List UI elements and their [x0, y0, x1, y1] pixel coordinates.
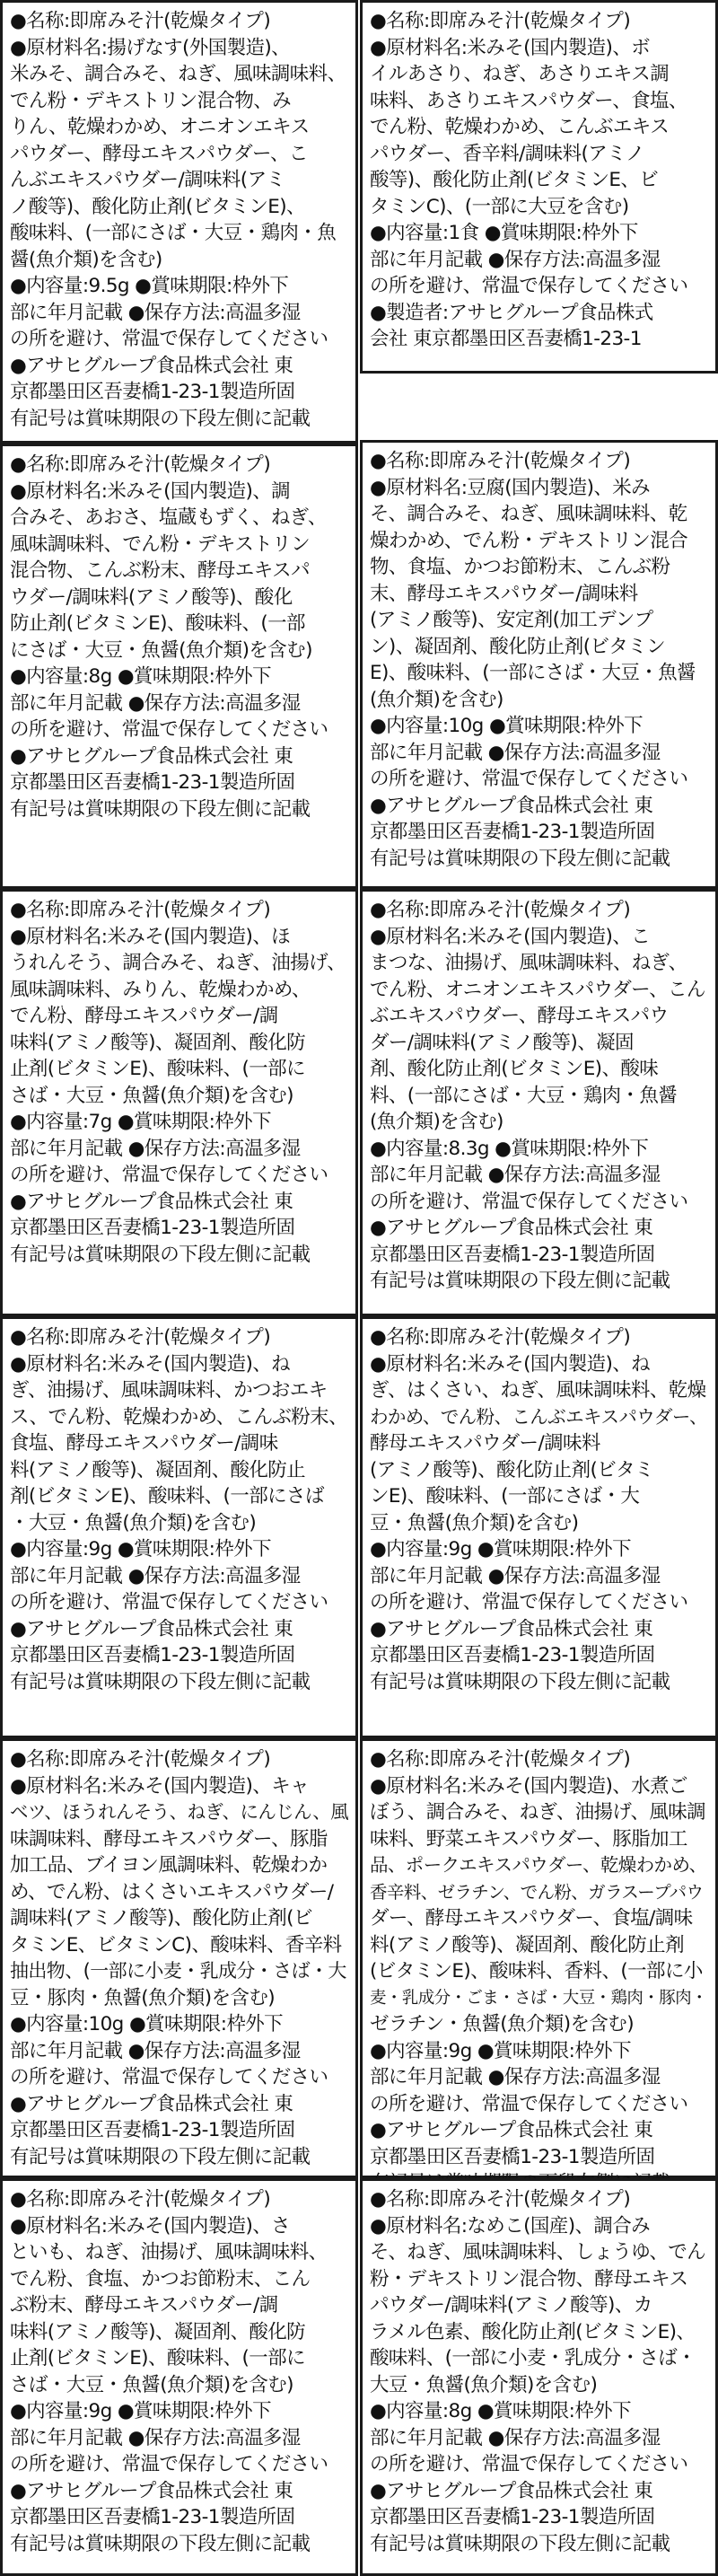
label-text-line: 部に年月記載 ●保存方法:高温多湿 [370, 741, 661, 764]
label-text-line: の所を避け、常温で保存してください [370, 2092, 688, 2115]
label-text-line: ●内容量:8.3g ●賞味期限:枠外下 [370, 1137, 649, 1160]
label-text-line: わかめ、でん粉、こんぶエキスパウダー、 [370, 1405, 707, 1428]
label-text-line: ス、でん粉、乾燥わかめ、こんぶ粉末、 [10, 1405, 347, 1429]
label-text-line: 酸味料、(一部にさば・大豆・鶏肉・魚 [10, 222, 337, 244]
label-text-line: 京都墨田区吾妻橋1-23-1製造所固 [10, 1644, 295, 1666]
label-text-line: といも、ねぎ、油揚げ、風味調味料、 [10, 2241, 328, 2264]
label-panel-4 [360, 440, 718, 889]
label-text-line: 有記号は賞味期限の下段左側に記載 [370, 1270, 670, 1292]
label-text-line: (魚介類)を含む) [370, 688, 503, 711]
label-text-line: そ、ねぎ、風味調味料、しょうゆ、でん [370, 2241, 706, 2264]
label-text-line: ●内容量:10g ●賞味期限:枠外下 [370, 715, 644, 737]
label-text-line: 料、(一部にさば・大豆・鶏肉・魚醤 [370, 1084, 678, 1107]
label-text-line: そ、調合みそ、ねぎ、風味調味料、乾 [370, 503, 687, 525]
label-text-line: 部に年月記載 ●保存方法:高温多湿 [370, 2426, 661, 2449]
label-text-line: ●内容量:9g ●賞味期限:枠外下 [370, 1538, 631, 1561]
label-text-line: 有記号は賞味期限の下段左側に記載 [10, 1243, 311, 1266]
label-text-line: 醤(魚介類)を含む) [10, 248, 162, 271]
label-text-line: でん粉、乾燥わかめ、こんぶエキス [370, 116, 670, 138]
label-text-line: 部に年月記載 ●保存方法:高温多湿 [370, 1564, 661, 1587]
label-text-line: 止剤(ビタミンE)、酸味料、(一部に [10, 1058, 305, 1080]
label-panel-11 [0, 2178, 358, 2576]
label-text-line: 味料、野菜エキスパウダー、豚脂加工 [370, 1827, 687, 1851]
label-text-line: ン)、凝固剤、酸化防止剤(ビタミン [370, 635, 666, 658]
label-text-line: ラメル色素、酸化防止剤(ビタミンE)、 [370, 2320, 696, 2343]
label-text-line: ●内容量:9g ●賞味期限:枠外下 [370, 2039, 631, 2062]
label-text-line: 京都墨田区吾妻橋1-23-1製造所固 [370, 2145, 655, 2168]
label-text-line: の所を避け、常温で保存してください [10, 718, 328, 741]
label-text-line: ●内容量:1食 ●賞味期限:枠外下 [370, 222, 638, 244]
label-text-line: ●名称:即席みそ汁(乾燥タイプ) [10, 453, 271, 476]
label-text-line: ●アサヒグループ食品株式会社 東 [370, 1617, 653, 1640]
label-text-line: ●原材料名:米みそ(国内製造)、ね [370, 1352, 651, 1376]
label-text-line: 豆・豚肉・魚醤(魚介類)を含む) [10, 1986, 276, 2009]
label-text-line: 京都墨田区吾妻橋1-23-1製造所固 [370, 2506, 655, 2528]
label-text-line: ダー/調味料(アミノ酸等)、凝固 [370, 1031, 634, 1054]
label-text-line: 品、ポークエキスパウダー、乾燥わかめ、 [370, 1854, 707, 1876]
label-text-line: ●アサヒグループ食品株式会社 東 [10, 2092, 293, 2115]
label-text-line: ●原材料名:米みそ(国内製造)、水煮ご [370, 1774, 687, 1798]
label-text-line: 風味調味料、でん粉・デキストリン [10, 532, 310, 556]
label-text-line: ●アサヒグループ食品株式会社 東 [370, 1217, 653, 1239]
label-text-line: ●名称:即席みそ汁(乾燥タイプ) [370, 2188, 631, 2211]
label-text-line: 末、酵母エキスパウダー/調味料 [370, 582, 638, 605]
label-text-line: ンE)、酸味料、(一部にさば・大 [370, 1485, 640, 1508]
label-text-line: さば・大豆・魚醤(魚介類)を含む) [10, 2373, 293, 2396]
label-text-line: ダー、酵母エキスパウダー、食塩/調味 [370, 1907, 693, 1930]
label-text-line: まつな、油揚げ、風味調味料、ねぎ、 [370, 952, 687, 974]
label-text-line: の所を避け、常温で保存してください [10, 1591, 328, 1613]
label-text-line: ●名称:即席みそ汁(乾燥タイプ) [10, 10, 271, 32]
label-text-line: ●アサヒグループ食品株式会社 東 [10, 1190, 293, 1213]
label-text-line: (ビタミンE)、酸味料、香料、(一部に小 [370, 1960, 703, 1983]
label-text-line: 酵母エキスパウダー/調味料 [370, 1432, 600, 1455]
label-text-line: ●アサヒグループ食品株式会社 東 [370, 2479, 653, 2502]
label-text-line: 部に年月記載 ●保存方法:高温多湿 [10, 1137, 301, 1160]
label-text-line: 加工品、ブイヨン風調味料、乾燥わか [10, 1854, 328, 1877]
label-text-line: ●名称:即席みそ汁(乾燥タイプ) [10, 899, 271, 921]
label-text-line: ●アサヒグループ食品株式会社 東 [10, 744, 293, 768]
label-text-line: の所を避け、常温で保存してください [370, 275, 688, 297]
label-text-line: ぼう、調合みそ、ねぎ、油揚げ、風味調 [370, 1801, 706, 1824]
label-text-line: パウダー、酵母エキスパウダー、こ [10, 142, 308, 165]
label-text-line: 京都墨田区吾妻橋1-23-1製造所固 [370, 1243, 655, 1266]
label-text-line: 風味調味料、みりん、乾燥わかめ、 [10, 978, 311, 1001]
label-text-line: 防止剤(ビタミンE)、酸味料、(一部 [10, 612, 305, 635]
label-text-line: ●原材料名:米みそ(国内製造)、ボ [370, 36, 651, 59]
label-text-line: 麦・乳成分・ごま・さば・大豆・鶏肉・豚肉・ [370, 1988, 707, 2008]
label-text-line: 部に年月記載 ●保存方法:高温多湿 [370, 1164, 661, 1186]
label-text-line: 剤(ビタミンE)、酸味料、(一部にさば [10, 1485, 324, 1508]
label-text-line: 京都墨田区吾妻橋1-23-1製造所固 [10, 2506, 295, 2528]
label-text-line: 味料(アミノ酸等)、凝固剤、酸化防 [10, 2320, 306, 2343]
label-text-line: ●アサヒグループ食品株式会社 東 [370, 794, 653, 817]
label-text-line: イルあさり、ねぎ、あさりエキス調 [370, 63, 670, 85]
label-panel-7 [0, 1316, 358, 1738]
label-text-line: ●内容量:8g ●賞味期限:枠外下 [10, 665, 271, 688]
label-text-line: ●製造者:アサヒグループ食品株式 [370, 301, 653, 324]
label-text-line: 物、食塩、かつお節粉末、こんぶ粉 [370, 556, 670, 578]
label-text-line: ●原材料名:米みそ(国内製造)、キャ [10, 1774, 309, 1798]
label-text-line: パウダー/調味料(アミノ酸等)、カ [370, 2294, 652, 2317]
label-text-line: 混合物、こんぶ粉末、酵母エキスパ [10, 559, 310, 582]
label-text-line: んぶエキスパウダー/調味料(アミ [10, 169, 285, 191]
label-text-line: 止剤(ビタミンE)、酸味料、(一部に [10, 2347, 305, 2369]
label-text-line: 料(アミノ酸等)、凝固剤、酸化防止 [10, 1458, 306, 1481]
label-text-line: でん粉、酵母エキスパウダー/調 [10, 1005, 278, 1027]
label-text-line: ●名称:即席みそ汁(乾燥タイプ) [370, 899, 631, 921]
label-text-line: 有記号は賞味期限の下段左側に記載 [10, 797, 311, 821]
label-text-line: 有記号は賞味期限の下段左側に記載 [10, 2532, 311, 2555]
label-text-line: でん粉、食塩、かつお節粉末、こん [10, 2267, 311, 2290]
label-text-line: 部に年月記載 ●保存方法:高温多湿 [370, 2066, 661, 2088]
label-text-line: 京都墨田区吾妻橋1-23-1製造所固 [10, 381, 295, 403]
label-text-line: ●原材料名:米みそ(国内製造)、さ [10, 2214, 291, 2238]
label-text-line: パウダー、香辛料/調味料(アミノ [370, 142, 644, 165]
label-text-line: (魚介類)を含む) [370, 1111, 503, 1133]
label-text-line: さば・大豆・魚醤(魚介類)を含む) [10, 1084, 293, 1107]
label-text-line: ●内容量:9g ●賞味期限:枠外下 [10, 1538, 271, 1561]
label-text-line: の所を避け、常温で保存してください [10, 2066, 328, 2088]
label-text-line: ●アサヒグループ食品株式会社 東 [10, 2479, 293, 2502]
label-text-line: 料(アミノ酸等)、凝固剤、酸化防止剤 [370, 1933, 684, 1956]
label-text-line: 剤、酸化防止剤(ビタミンE)、酸味 [370, 1058, 659, 1080]
label-text-line: 部に年月記載 ●保存方法:高温多湿 [10, 2039, 301, 2062]
label-text-line: ●アサヒグループ食品株式会社 東 [370, 2119, 653, 2141]
label-text-line: ●名称:即席みそ汁(乾燥タイプ) [370, 10, 631, 32]
label-panel-5 [0, 889, 358, 1316]
label-text-line: の所を避け、常温で保存してください [10, 1164, 328, 1186]
label-text-line: の所を避け、常温で保存してください [370, 2453, 688, 2475]
label-text-line: 京都墨田区吾妻橋1-23-1製造所固 [10, 2119, 295, 2141]
label-text-line: ●原材料名:なめこ(国産)、調合み [370, 2214, 651, 2238]
label-text-line: 京都墨田区吾妻橋1-23-1製造所固 [10, 1217, 295, 1239]
label-text-line: ●内容量:9.5g ●賞味期限:枠外下 [10, 275, 289, 297]
label-text-line: でん粉・デキストリン混合物、み [10, 89, 292, 112]
label-text-line: 会社 東京都墨田区吾妻橋1-23-1 [370, 328, 642, 350]
label-text-line: 酸味料、(一部に小麦・乳成分・さば・ [370, 2347, 696, 2369]
label-text-line: ・大豆・魚醤(魚介類)を含む) [10, 1511, 257, 1534]
label-text-line: 粉・デキストリン混合物、酵母エキス [370, 2267, 688, 2290]
label-text-line: タミンC)、(一部に大豆を含む) [370, 195, 629, 218]
label-text-line: ●内容量:10g ●賞味期限:枠外下 [10, 2013, 284, 2035]
label-text-line: タミンE、ビタミンC)、酸味料、香辛料 [10, 1933, 342, 1956]
label-text-line: 調味料(アミノ酸等)、酸化防止剤(ビ [10, 1907, 312, 1930]
label-text-line: ノ酸等)、酸化防止剤(ビタミンE)、 [10, 195, 305, 218]
label-text-line: 部に年月記載 ●保存方法:高温多湿 [10, 301, 301, 324]
label-text-line: 合みそ、あおさ、塩蔵もずく、ねぎ、 [10, 506, 327, 529]
label-text-line: ●原材料名:米みそ(国内製造)、調 [10, 479, 291, 503]
label-text-line: でん粉、オニオンエキスパウダー、こん [370, 978, 705, 1001]
label-text-line: ●名称:即席みそ汁(乾燥タイプ) [10, 1748, 271, 1771]
label-text-line: ●アサヒグループ食品株式会社 東 [10, 1617, 293, 1640]
label-text-line: ●内容量:9g ●賞味期限:枠外下 [10, 2400, 271, 2422]
label-text-line: ●原材料名:揚げなす(外国製造)、 [10, 36, 291, 59]
label-text-line: 燥わかめ、でん粉・デキストリン混合 [370, 529, 688, 552]
label-text-line: 有記号は賞味期限の下段左側に記載 [370, 847, 670, 870]
label-text-line: りん、乾燥わかめ、オニオンエキス [10, 116, 310, 138]
label-text-line: ベツ、ほうれんそう、ねぎ、にんじん、風 [10, 1801, 349, 1823]
label-text-line: ●名称:即席みそ汁(乾燥タイプ) [10, 1326, 271, 1349]
label-panel-8 [360, 1316, 718, 1738]
label-text-line: ●原材料名:豆腐(国内製造)、米み [370, 476, 651, 499]
label-text-line: ●名称:即席みそ汁(乾燥タイプ) [370, 450, 631, 472]
label-text-line: 部に年月記載 ●保存方法:高温多湿 [10, 691, 301, 715]
label-text-line: ●原材料名:米みそ(国内製造)、ね [10, 1352, 291, 1376]
label-text-line: 大豆・魚醤(魚介類)を含む) [370, 2373, 598, 2396]
label-text-line: 部に年月記載 ●保存方法:高温多湿 [10, 2426, 301, 2449]
label-panel-9 [0, 1738, 358, 2178]
label-text-line: ゼラチン・魚醤(魚介類)を含む) [370, 2013, 634, 2035]
label-text-line: ぶエキスパウダー、酵母エキスパウ [370, 1005, 669, 1027]
label-text-line: 有記号は賞味期限の下段左側に記載 [370, 1670, 670, 1693]
label-text-line: E)、酸味料、(一部にさば・大豆・魚醤 [370, 662, 696, 684]
label-panel-12 [360, 2178, 718, 2576]
label-text-line: 京都墨田区吾妻橋1-23-1製造所固 [10, 771, 295, 794]
label-text-line: 米みそ、調合みそ、ねぎ、風味調味料、 [10, 63, 346, 85]
label-text-line: ウダー/調味料(アミノ酸等)、酸化 [10, 585, 293, 609]
label-text-line: の所を避け、常温で保存してください [10, 2453, 328, 2475]
label-text-line: の所を避け、常温で保存してください [10, 328, 328, 350]
label-text-line: ●アサヒグループ食品株式会社 東 [10, 354, 293, 377]
label-panel-3 [0, 444, 358, 889]
label-text-line: 豆・魚醤(魚介類)を含む) [370, 1511, 579, 1534]
label-text-line: ●名称:即席みそ汁(乾燥タイプ) [10, 2188, 271, 2211]
label-text-line: 部に年月記載 ●保存方法:高温多湿 [10, 1564, 301, 1587]
label-text-line: 京都墨田区吾妻橋1-23-1製造所固 [370, 821, 655, 843]
label-text-line: にさば・大豆・魚醤(魚介類)を含む) [10, 638, 312, 662]
label-text-line: 味料、あさりエキスパウダー、食塩、 [370, 89, 687, 112]
label-text-line: の所を避け、常温で保存してください [370, 1190, 688, 1213]
label-panel-1 [0, 0, 358, 444]
label-text-line: 京都墨田区吾妻橋1-23-1製造所固 [370, 1644, 655, 1666]
label-text-line: 有記号は賞味期限の下段左側に記載 [370, 2532, 670, 2555]
label-text-line: うれんそう、調合みそ、ねぎ、油揚げ、 [10, 952, 346, 974]
label-text-line: (アミノ酸等)、酸化防止剤(ビタミ [370, 1458, 653, 1481]
label-text-line: の所を避け、常温で保存してください [370, 1591, 688, 1613]
label-text-line: め、でん粉、はくさいエキスパウダー/ [10, 1880, 334, 1903]
label-text-line: の所を避け、常温で保存してください [370, 768, 688, 790]
label-text-line: (アミノ酸等)、安定剤(加工デンプ [370, 609, 653, 631]
label-text-line: ●原材料名:米みそ(国内製造)、こ [370, 925, 651, 948]
label-panel-2 [360, 0, 718, 374]
label-text-line: 味調味料、酵母エキスパウダー、豚脂 [10, 1827, 328, 1851]
label-text-line: 味料(アミノ酸等)、凝固剤、酸化防 [10, 1031, 306, 1054]
label-panel-10 [360, 1738, 718, 2178]
label-text-line: ●原材料名:米みそ(国内製造)、ほ [10, 925, 291, 948]
label-text-line: 有記号は賞味期限の下段左側に記載 [10, 407, 311, 430]
label-panel-6 [360, 889, 718, 1316]
label-text-line: ぎ、はくさい、ねぎ、風味調味料、乾燥 [370, 1379, 706, 1402]
label-text-line: 有記号は賞味期限の下段左側に記載 [10, 2145, 311, 2168]
label-text-line: ぶ粉末、酵母エキスパウダー/調 [10, 2294, 278, 2317]
label-text-line: 抽出物、(一部に小麦・乳成分・さば・大 [10, 1960, 346, 1982]
label-text-line: ●内容量:7g ●賞味期限:枠外下 [10, 1111, 271, 1133]
label-text-line: 酸等)、酸化防止剤(ビタミンE、ビ [370, 169, 659, 191]
label-text-line: 食塩、酵母エキスパウダー/調味 [10, 1432, 278, 1455]
label-text-line: 有記号は賞味期限の下段左側に記載 [10, 1670, 311, 1693]
label-text-line: ぎ、油揚げ、風味調味料、かつおエキ [10, 1379, 328, 1402]
label-text-line: ●内容量:8g ●賞味期限:枠外下 [370, 2400, 631, 2422]
label-text-line: 部に年月記載 ●保存方法:高温多湿 [370, 248, 661, 271]
label-text-line: ●名称:即席みそ汁(乾燥タイプ) [370, 1326, 631, 1349]
label-text-line: 香辛料、ゼラチン、でん粉、ガラスープパウ [370, 1881, 704, 1903]
label-text-line: ●名称:即席みそ汁(乾燥タイプ) [370, 1748, 631, 1771]
